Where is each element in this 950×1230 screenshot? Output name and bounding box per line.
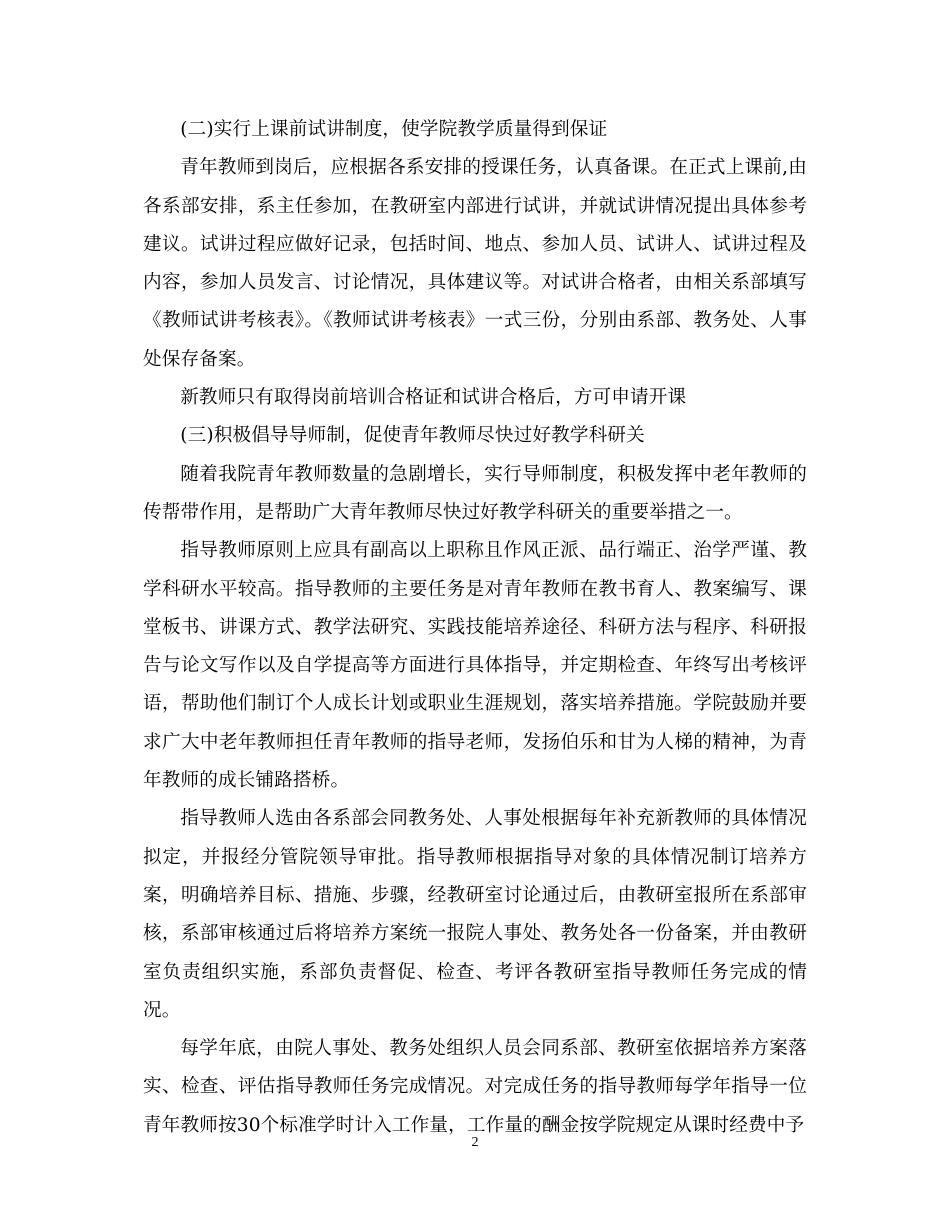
paragraph-mentor-selection: 指导教师人选由各系部会同教务处、人事处根据每年补充新教师的具体情况拟定，并报经分管院领导审批。指导教师根据指导对象的具体情况制订培养方案，明确培养目标、措施、步骤，经教研室讨论通过后，由教研室报所在系部审核，系部审核通过后将培养方案统一报院人事处、教务处各一份备案，并由教研室负责组织实施，系部负责督促、检查、考评各教研室指导教师任务完成的情况。 xyxy=(143,808,807,1021)
paragraph-mentor-intro: 随着我院青年教师数量的急剧增长，实行导师制度，积极发挥中老年教师的传帮带作用，是帮助广大青年教师尽快过好教学科研关的重要举措之一。 xyxy=(143,463,807,523)
section-heading-3: (三)积极倡导导师制，促使青年教师尽快过好教学科研关 xyxy=(180,425,645,447)
paragraph-mentor-duties: 指导教师原则上应具有副高以上职称且作风正派、品行端正、治学严谨、教学科研水平较高。指导教师的主要任务是对青年教师在教书育人、教案编写、课堂板书、讲课方式、教学法研究、实践技能培养途径、科研方法与程序、科研报告与论文写作以及自学提高等方面进行具体指导，并定期检查、年终写出考核评语，帮助他们制订个人成长计划或职业生涯规划，落实培养措施。学院鼓励并要求广大中老年教师担任青年教师的指导老师，发扬伯乐和甘为人梯的精神，为青年教师的成长铺路搭桥。 xyxy=(143,540,807,792)
paragraph-trial-lecture: 青年教师到岗后，应根据各系安排的授课任务，认真备课。在正式上课前,由各系部安排，系主任参加，在教研室内部进行试讲，并就试讲情况提出具体参考建议。试讲过程应做好记录，包括时间、地点、参加人员、试讲人、试讲过程及内容，参加人员发言、讨论情况，具体建议等。对试讲合格者，由相关系部填写《教师试讲考核表》。《教师试讲考核表》一式三份，分别由系部、教务处、人事处保存备案。 xyxy=(143,157,807,370)
page-number: 2 xyxy=(471,1135,479,1150)
paragraph-year-end-review: 每学年底，由院人事处、教务处组织人员会同系部、教研室依据培养方案落实、检查、评估指导教师任务完成情况。对完成任务的指导教师每学年指导一位青年教师按30个标准学时计入工作量，工作量的酬金按学院规定从课时经费中予 xyxy=(143,1038,807,1136)
section-heading-2: (二)实行上课前试讲制度，使学院教学质量得到保证 xyxy=(180,119,608,140)
paragraph-new-teacher: 新教师只有取得岗前培训合格证和试讲合格后，方可申请开课 xyxy=(180,387,687,409)
body-text xyxy=(143,111,807,1145)
